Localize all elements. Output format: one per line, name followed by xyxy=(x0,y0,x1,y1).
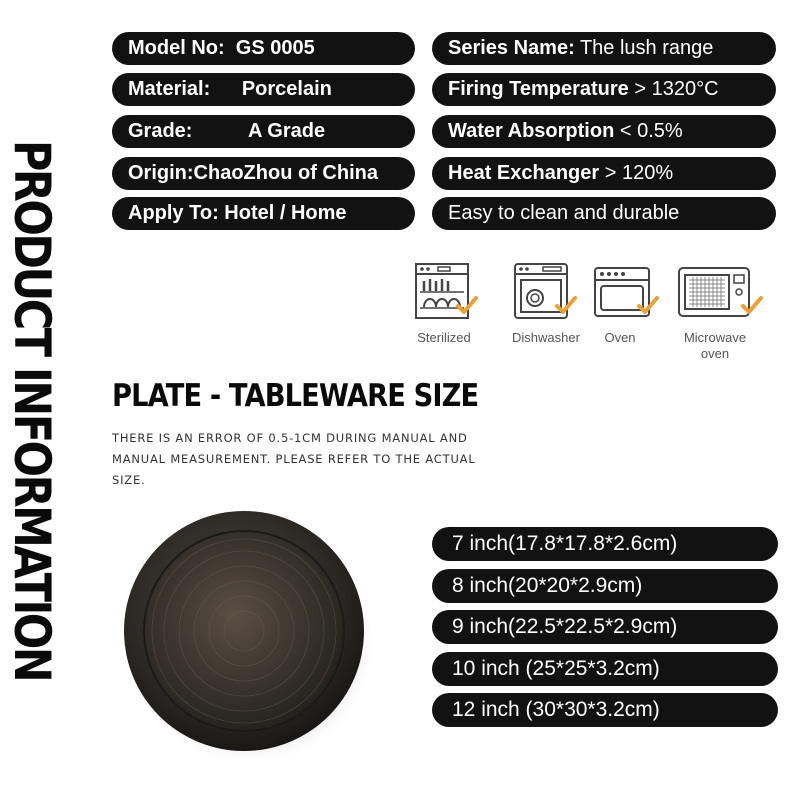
spec-value: Porcelain xyxy=(241,78,332,100)
size-10-inch xyxy=(432,652,778,686)
spec-value: > 120% xyxy=(604,162,674,184)
spec-grade xyxy=(112,115,415,148)
spec-water-absorption xyxy=(432,115,776,148)
spec-material xyxy=(112,73,415,106)
spec-value: The lush range xyxy=(579,37,714,59)
spec-key: Material: xyxy=(128,78,211,100)
size-label: 9 inch(22.5*22.5*2.9cm) xyxy=(452,615,678,638)
spec-value: Easy to clean and durable xyxy=(448,202,680,224)
spec-apply-to xyxy=(112,197,415,230)
sterilized-icon xyxy=(414,262,480,322)
sterilized-label: Sterilized xyxy=(417,330,471,345)
microwave-icon xyxy=(677,262,765,322)
microwave-label: Microwave oven xyxy=(683,330,747,361)
section-title: PLATE - TABLEWARE SIZE xyxy=(112,378,479,414)
oven-icon xyxy=(593,262,663,322)
spec-key: Series Name: xyxy=(448,37,575,59)
spec-model xyxy=(112,32,415,65)
spec-value: GS 0005 xyxy=(235,37,315,59)
product-information-heading: PRODUCT INFORMATION xyxy=(3,139,61,681)
spec-firing-temperature xyxy=(432,73,776,106)
size-7-inch xyxy=(432,527,778,561)
spec-origin xyxy=(112,157,415,190)
spec-easy-clean xyxy=(432,197,776,230)
spec-key: Heat Exchanger xyxy=(448,162,600,184)
spec-key: Firing Temperature xyxy=(448,78,629,100)
spec-series-name xyxy=(432,32,776,65)
spec-key: Water Absorption xyxy=(448,120,615,142)
size-12-inch xyxy=(432,693,778,727)
spec-heat-exchanger xyxy=(432,157,776,190)
size-label: 10 inch (25*25*3.2cm) xyxy=(452,657,660,680)
size-8-inch xyxy=(432,569,778,603)
size-label: 7 inch(17.8*17.8*2.6cm) xyxy=(452,532,678,555)
size-label: 8 inch(20*20*2.9cm) xyxy=(452,574,643,597)
dishwasher-icon xyxy=(513,262,579,322)
spec-value: < 0.5% xyxy=(619,120,683,142)
size-label: 12 inch (30*30*3.2cm) xyxy=(452,698,660,721)
plate-image xyxy=(120,505,380,765)
spec-key: Model No: xyxy=(128,37,225,59)
spec-key: Apply To: Hotel / Home xyxy=(128,202,347,224)
oven-label: Oven xyxy=(604,330,636,345)
spec-value: > 1320°C xyxy=(634,78,719,100)
dishwasher-label: Dishwasher xyxy=(512,330,580,345)
spec-key: Origin:ChaoZhou of China xyxy=(128,162,378,184)
size-9-inch xyxy=(432,610,778,644)
spec-value: A Grade xyxy=(248,120,326,142)
measurement-note: THERE IS AN ERROR OF 0.5-1CM DURING MANUAL AND MANUAL MEASUREMENT. PLEASE REFER TO THE ACTUAL SIZE. xyxy=(112,431,476,487)
spec-key: Grade: xyxy=(128,120,193,142)
